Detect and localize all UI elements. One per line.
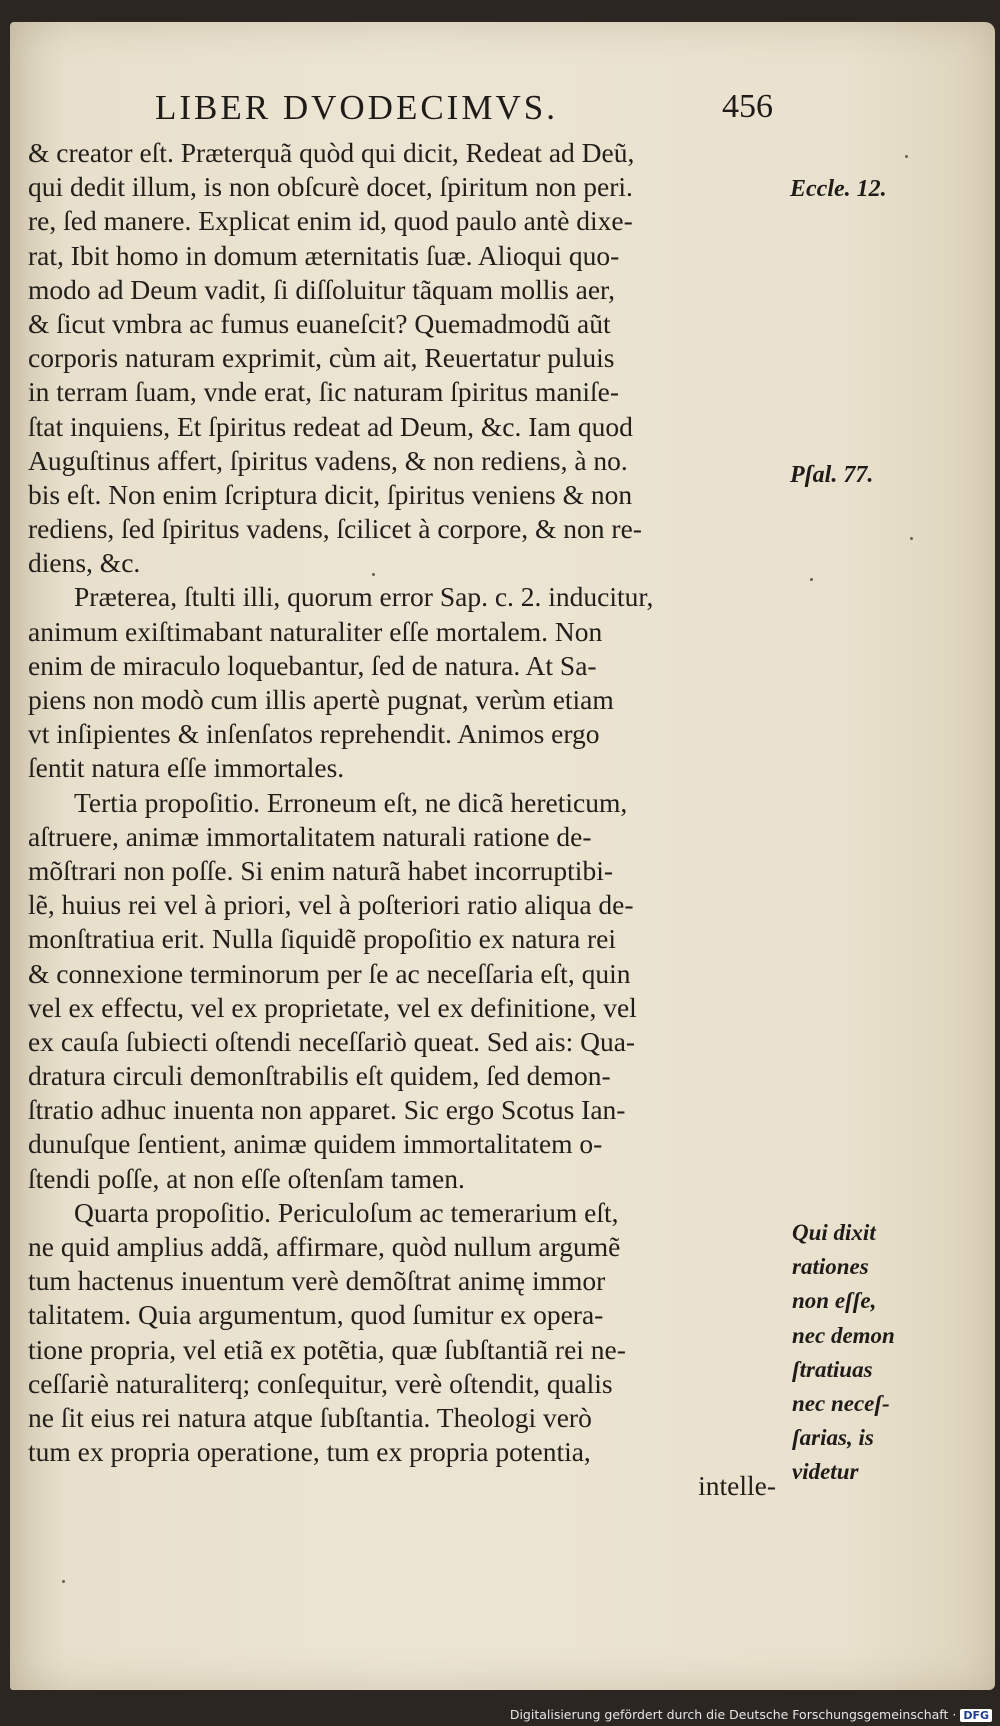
text-line: tione propria, vel etiã ex potẽtia, quæ ſubſtantiã rei ne- [28,1333,626,1365]
paragraph-start: Quarta propoſitio. Periculoſum ac temerarium eſt, [74,1196,619,1228]
margin-note-eccle: Eccle. 12. [790,176,887,202]
text-line: rediens, ſed ſpiritus vadens, ſcilicet à corpore, & non re- [28,513,642,545]
margin-note-line: non eſſe, [792,1288,877,1314]
text-line: in terram ſuam, vnde erat, ſic naturam ſpiritus maniſe- [28,376,620,408]
credit-text: Digitalisierung gefördert durch die Deutsche Forschungsgemeinschaft · [509,1707,957,1722]
text-line: & ſicut vmbra ac fumus euaneſcit? Quemadmodũ aũt [28,307,611,339]
text-line: ne ſit eius rei natura atque ſubſtantia. Theologi verò [28,1401,592,1433]
text-line: ne quid amplius addã, affirmare, quòd nullum argumẽ [28,1231,621,1262]
text-line: piens non modò cum illis apertè pugnat, verùm etiam [28,684,614,715]
margin-note-line: Qui dixit [792,1220,876,1245]
text-line: corporis naturam exprimit, cùm ait, Reuertatur puluis [28,342,615,374]
margin-note-line: ſarias, is [792,1425,874,1451]
body-text [28,136,788,1504]
text-line: bis eſt. Non enim ſcriptura dicit, ſpiritus veniens & non [28,478,633,510]
text-line: Auguſtinus affert, ſpiritus vadens, & non rediens, à no. [28,444,628,476]
text-line: qui dedit illum, is non obſcurè docet, ſpiritum non peri. [28,171,633,203]
paper-speck [810,578,813,581]
text-line: ſtat inquiens, Et ſpiritus redeat ad Deum, &c. Iam quod [28,410,633,442]
text-line: ſtendi poſſe, at non eſſe oſtenſam tamen. [28,1162,465,1194]
text-line: tum ex propria operatione, tum ex propria potentia, [28,1436,591,1468]
margin-note-psal: Pſal. 77. [790,462,874,488]
digitization-credit [510,1707,992,1722]
text-line: animum exiſtimabant naturaliter eſſe mortalem. Non [28,615,603,647]
text-line: ſentit natura eſſe immortales. [28,752,345,784]
margin-note-qui-dixit [792,1216,895,1490]
text-line: enim de miraculo loquebantur, ſed de natura. At Sa- [28,649,597,681]
margin-note-line: videtur [792,1459,859,1485]
paragraph-start: Præterea, ſtulti illi, quorum error Sap. c. 2. inducitur, [74,581,654,613]
margin-note-line: rationes [792,1254,869,1280]
text-line: aſtruere, animæ immortalitatem naturali ratione de- [28,820,592,852]
margin-note-line: nec demon [792,1322,895,1348]
text-line: rat, Ibit homo in domum æternitatis ſuæ. Alioqui quo- [28,239,620,271]
text-line: dratura circuli demonſtrabilis eſt quidem, ſed demon- [28,1060,611,1092]
paper-speck [372,573,375,576]
text-line: ceſſariè naturaliterq; conſequitur, verè oſtendit, qualis [28,1367,613,1399]
text-line: & connexione terminorum per ſe ac neceſſaria eſt, quin [28,957,631,989]
text-line: tum hactenus inuentum verè demõſtrat animę immor [28,1265,606,1297]
margin-note-line: ſtratiuas [792,1356,873,1382]
paper-speck [62,1580,65,1583]
catchword: intelle- [698,1470,776,1502]
text-line: monſtratiua erit. Nulla ſiquidẽ propoſitio ex natura rei [28,923,617,955]
text-line: vel ex effectu, vel ex proprietate, vel ex definitione, vel [28,991,637,1023]
paper-speck [910,537,913,540]
text-line: ſtratio adhuc inuenta non apparet. Sic ergo Scotus Ian- [28,1094,626,1126]
text-line: diens, &c. [28,547,141,579]
margin-note-line: nec neceſ- [792,1390,890,1416]
text-line: modo ad Deum vadit, ſi diſſoluitur tãquam mollis aer, [28,273,615,305]
text-line: lẽ, huius rei vel à priori, vel à poſteriori ratio aliqua de- [28,889,634,921]
page-number: 456 [722,88,773,125]
text-line: re, ſed manere. Explicat enim id, quod paulo antè dixe- [28,205,633,237]
running-head: LIBER DVODECIMVS. [155,88,558,127]
text-line: dunuſque ſentient, animæ quidem immortalitatem o- [28,1128,603,1160]
paragraph-start: Tertia propoſitio. Erroneum eſt, ne dicã hereticum, [74,786,628,818]
text-line: & creator eſt. Præterquã quòd qui dicit, Redeat ad Deũ, [28,137,635,168]
text-line: mõſtrari non poſſe. Si enim naturã habet incorruptibi- [28,854,613,886]
dfg-logo: DFG [960,1709,992,1722]
text-line: vt inſipientes & inſenſatos reprehendit. Animos ergo [28,718,600,750]
text-line: ex cauſa ſubiecti oſtendi neceſſariò queat. Sed ais: Qua- [28,1025,636,1057]
paper-speck [905,155,908,158]
text-line: talitatem. Quia argumentum, quod ſumitur ex opera- [28,1299,604,1331]
